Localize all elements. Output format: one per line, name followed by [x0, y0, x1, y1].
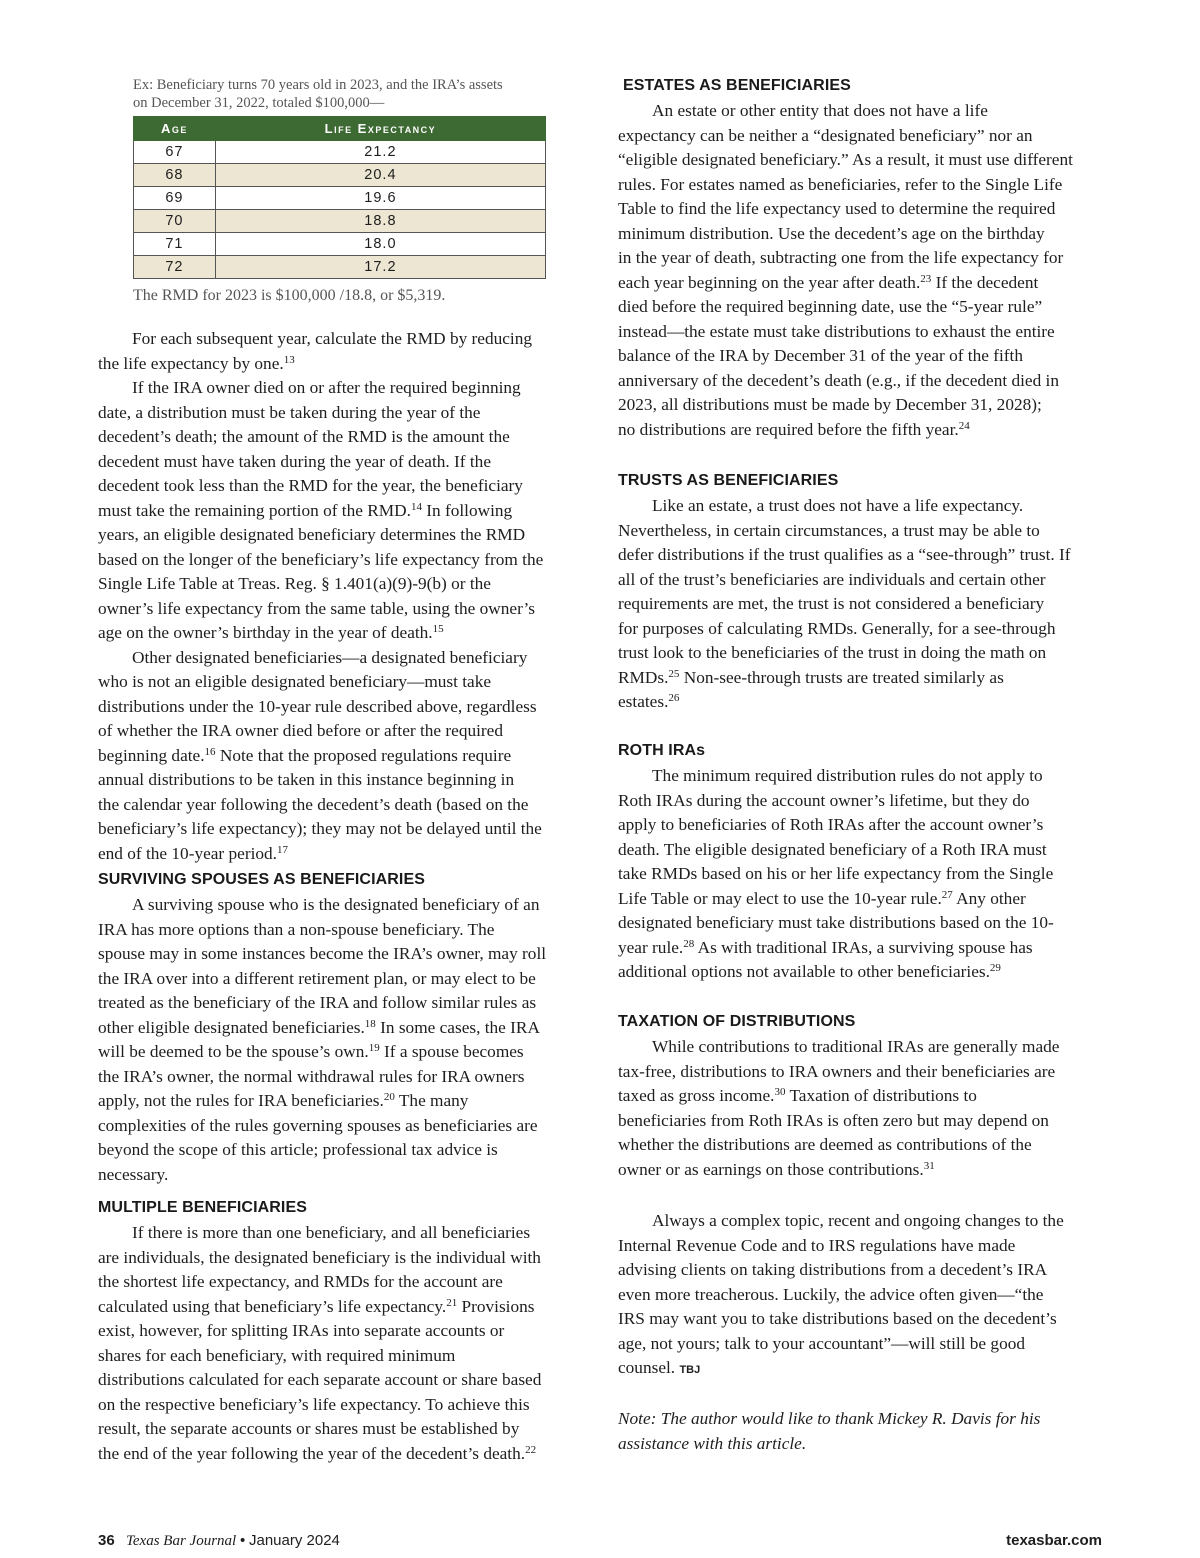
footnote-ref: 26	[668, 692, 680, 704]
text-line: Note that the proposed regulations require	[215, 745, 512, 765]
example-result: The RMD for 2023 is $100,000 /18.8, or $5,319.	[133, 287, 446, 304]
text-line: beneficiary’s life expectancy); they may not be delayed until the	[98, 819, 542, 838]
text-line: beneficiaries from Roth IRAs is often zero but may depend on	[618, 1110, 1049, 1130]
footnote-ref: 30	[774, 1086, 786, 1098]
tbj-end-mark: TBJ	[679, 1364, 701, 1376]
footnote-ref: 29	[989, 962, 1001, 974]
text-line: The many	[394, 1091, 469, 1110]
text-line: RMDs.	[618, 667, 669, 687]
text-line: died before the required beginning date, use the “5-year rule”	[618, 297, 1043, 316]
text-line: other eligible designated beneficiaries.	[98, 1017, 365, 1037]
text-line: Roth IRAs during the account owner’s lifetime, but they do	[618, 790, 1030, 810]
example-caption-line: Ex: Beneficiary turns 70 years old in 2023, and the IRA’s assets	[133, 77, 503, 93]
le-cell: 19.6	[215, 187, 545, 210]
table-row	[134, 210, 546, 233]
text-line: A surviving spouse who is the designated beneficiary of an	[132, 895, 540, 914]
text-line: the IRA’s owner, the normal withdrawal rules for IRA owners	[98, 1066, 525, 1086]
le-cell: 17.2	[215, 256, 545, 279]
footnote-ref: 25	[668, 667, 680, 680]
footnote-ref: 27	[941, 888, 953, 901]
right-paragraph-roth	[618, 764, 1108, 985]
text-line: are individuals, the designated beneficiary is the individual with	[98, 1247, 541, 1267]
header-age: Age	[134, 117, 216, 141]
footnote-ref: 19	[368, 1042, 380, 1054]
text-line: who is not an eligible designated beneficiary—must take	[98, 672, 492, 691]
text-line: for purposes of calculating RMDs. Generally, for a see-through	[618, 618, 1056, 638]
footnote-ref: 24	[958, 419, 970, 432]
text-line: necessary.	[98, 1164, 169, 1184]
text-line: IRS may want you to take distributions based on the decedent’s	[618, 1309, 1057, 1328]
text-line: the IRA over into a different retirement plan, or may elect to be	[98, 968, 536, 988]
text-line: estates.	[618, 692, 669, 711]
text-line: shares for each beneficiary, with required minimum	[98, 1345, 456, 1365]
journal-name: Texas Bar Journal	[125, 1533, 237, 1549]
footnote-ref: 21	[446, 1296, 458, 1309]
left-paragraph-multiple	[98, 1221, 588, 1466]
text-line: even more treacherous. Luckily, the advice often given—“the	[618, 1284, 1044, 1304]
text-line: Nevertheless, in certain circumstances, a trust may be able to	[618, 520, 1040, 540]
text-line: take RMDs based on his or her life expectancy from the Single	[618, 864, 1054, 883]
text-line: year rule.	[618, 937, 684, 957]
text-line: defer distributions if the trust qualifies as a “see-through” trust. If	[618, 545, 1071, 564]
age-cell: 68	[134, 164, 216, 187]
example-caption	[133, 76, 553, 112]
text-line: Other designated beneficiaries—a designated beneficiary	[132, 647, 528, 667]
text-line: additional options not available to other beneficiaries.	[618, 962, 990, 981]
text-line: “eligible designated beneficiary.” As a result, it must use different	[618, 150, 1073, 169]
text-line: While contributions to traditional IRAs are generally made	[652, 1037, 1060, 1056]
text-line: no distributions are required before the fifth year.	[618, 419, 959, 439]
text-line: decedent took less than the RMD for the year, the beneficiary	[98, 476, 523, 495]
le-cell: 20.4	[215, 164, 545, 187]
text-line: rules. For estates named as beneficiaries, refer to the Single Life	[618, 174, 1063, 194]
text-line: apply, not the rules for IRA beneficiaries.	[98, 1091, 384, 1110]
table-row	[134, 187, 546, 210]
text-line: The minimum required distribution rules do not apply to	[652, 766, 1043, 785]
text-line: spouse may in some instances become the IRA’s owner, may roll	[98, 944, 547, 963]
age-cell: 70	[134, 210, 216, 233]
header-life-expectancy: Life Expectancy	[215, 117, 545, 141]
text-line: annual distributions to be taken in this instance beginning in	[98, 770, 515, 789]
text-line: all of the trust’s beneficiaries are individuals and certain other	[618, 569, 1046, 589]
age-cell: 69	[134, 187, 216, 210]
text-line: Always a complex topic, recent and ongoing changes to the	[652, 1211, 1064, 1230]
page-number: 36	[98, 1532, 115, 1549]
text-line: in the year of death, subtracting one from the life expectancy for	[618, 248, 1064, 267]
table-row	[134, 256, 546, 279]
table-row	[134, 164, 546, 187]
text-line: If there is more than one beneficiary, and all beneficiaries	[132, 1223, 531, 1242]
right-paragraph-taxation	[618, 1035, 1108, 1182]
footnote-ref: 31	[923, 1159, 935, 1172]
text-line: counsel.	[618, 1358, 680, 1377]
text-line: An estate or other entity that does not have a life	[652, 101, 988, 120]
text-line: years, an eligible designated beneficiary determines the RMD	[98, 525, 526, 544]
text-line: beginning date.	[98, 745, 205, 765]
text-line: In following	[421, 500, 513, 520]
heading-roth-iras: ROTH IRAs	[618, 742, 706, 759]
text-line: Any other	[952, 888, 1026, 908]
text-line: Taxation of distributions to	[785, 1086, 977, 1105]
text-line: Single Life Table at Treas. Reg. § 1.401(a)(9)-9(b) or the	[98, 574, 491, 593]
text-line: For each subsequent year, calculate the RMD by reducing	[132, 329, 532, 348]
heading-trusts: TRUSTS AS BENEFICIARIES	[618, 472, 839, 489]
issue-date: January 2024	[248, 1532, 340, 1549]
text-line: the life expectancy by one.	[98, 353, 284, 373]
le-cell: 18.8	[215, 210, 545, 233]
text-line: owner’s life expectancy from the same table, using the owner’s	[98, 598, 536, 618]
right-paragraph-trusts	[618, 494, 1108, 715]
text-line: If the decedent	[931, 272, 1039, 292]
footnote-ref: 18	[364, 1017, 376, 1030]
text-line: owner or as earnings on those contributions.	[618, 1159, 924, 1179]
text-line: Note: The author would like to thank Mickey R. Davis for his	[618, 1409, 1041, 1428]
text-line: decedent’s death; the amount of the RMD is the amount the	[98, 427, 510, 446]
text-line: Provisions	[457, 1296, 535, 1316]
heading-multiple-beneficiaries: MULTIPLE BENEFICIARIES	[98, 1199, 308, 1216]
text-line: distributions under the 10-year rule described above, regardless	[98, 696, 537, 716]
footnote-ref: 16	[204, 745, 216, 758]
age-cell: 67	[134, 141, 216, 164]
table-row	[134, 141, 546, 164]
life-expectancy-table	[133, 116, 546, 279]
footnote-ref: 20	[383, 1091, 395, 1103]
text-line: Non-see-through trusts are treated similarly as	[679, 667, 1004, 687]
text-line: taxed as gross income.	[618, 1086, 775, 1105]
age-cell: 72	[134, 256, 216, 279]
footnote-ref: 28	[683, 937, 695, 950]
author-note	[618, 1407, 1108, 1456]
right-paragraph-estates	[618, 99, 1108, 442]
le-cell: 21.2	[215, 141, 545, 164]
table-row	[134, 233, 546, 256]
site-url: texasbar.com	[1006, 1532, 1102, 1549]
text-line: Like an estate, a trust does not have a life expectancy.	[652, 496, 1024, 515]
text-line: 2023, all distributions must be made by December 31, 2028);	[618, 395, 1042, 414]
text-line: trust look to the beneficiaries of the trust in doing the math on	[618, 643, 1047, 662]
text-line: calculated using that beneficiary’s life expectancy.	[98, 1296, 447, 1316]
text-line: whether the distributions are deemed as contributions of the	[618, 1135, 1032, 1154]
page-footer	[98, 1532, 340, 1550]
heading-estates: ESTATES AS BENEFICIARIES	[623, 77, 851, 94]
text-line: must take the remaining portion of the RMD.	[98, 500, 411, 520]
text-line: instead—the estate must take distributions to exhaust the entire	[618, 321, 1055, 341]
footnote-ref: 22	[525, 1443, 537, 1456]
text-line: treated as the beneficiary of the IRA and follow similar rules as	[98, 993, 537, 1012]
example-caption-line: on December 31, 2022, totaled $100,000—	[133, 95, 385, 111]
heading-taxation: TAXATION OF DISTRIBUTIONS	[618, 1013, 856, 1030]
text-line: In some cases, the IRA	[375, 1017, 540, 1037]
text-line: advising clients on taking distributions from a decedent’s IRA	[618, 1260, 1048, 1279]
footnote-ref: 17	[276, 843, 288, 856]
text-line: on the respective beneficiary’s life expectancy. To achieve this	[98, 1394, 530, 1414]
right-paragraph-conclusion	[618, 1209, 1108, 1383]
text-line: As with traditional IRAs, a surviving spouse has	[694, 937, 1033, 957]
footer-bullet: •	[239, 1532, 246, 1549]
text-line: anniversary of the decedent’s death (e.g., if the decedent died in	[618, 370, 1059, 390]
text-line: assistance with this article.	[618, 1433, 807, 1453]
text-line: If the IRA owner died on or after the required beginning	[132, 378, 521, 397]
heading-surviving-spouses: SURVIVING SPOUSES AS BENEFICIARIES	[98, 871, 426, 888]
text-line: will be deemed to be the spouse’s own.	[98, 1042, 369, 1061]
text-line: balance of the IRA by December 31 of the year of the fifth	[618, 346, 1023, 365]
text-line: tax-free, distributions to IRA owners and their beneficiaries are	[618, 1061, 1056, 1081]
text-line: based on the longer of the beneficiary’s life expectancy from the	[98, 549, 544, 569]
text-line: the shortest life expectancy, and RMDs for the account are	[98, 1272, 503, 1291]
text-line: each year beginning on the year after death.	[618, 272, 921, 292]
text-line: If a spouse becomes	[379, 1042, 524, 1061]
text-line: IRA has more options than a non-spouse beneficiary. The	[98, 919, 495, 939]
text-line: end of the 10-year period.	[98, 843, 277, 863]
left-paragraph-1	[98, 327, 588, 866]
le-cell: 18.0	[215, 233, 545, 256]
footnote-ref: 14	[410, 500, 422, 513]
text-line: Internal Revenue Code and to IRS regulations have made	[618, 1235, 1016, 1255]
text-line: age on the owner’s birthday in the year of death.	[98, 623, 433, 642]
text-line: Table to find the life expectancy used to determine the required	[618, 199, 1056, 218]
text-line: complexities of the rules governing spouses as beneficiaries are	[98, 1115, 538, 1135]
age-cell: 71	[134, 233, 216, 256]
footnote-ref: 23	[920, 272, 932, 285]
text-line: the calendar year following the decedent’s death (based on the	[98, 794, 529, 814]
text-line: apply to beneficiaries of Roth IRAs after the account owner’s	[618, 815, 1044, 834]
text-line: the end of the year following the year of the decedent’s death.	[98, 1443, 526, 1463]
text-line: requirements are met, the trust is not considered a beneficiary	[618, 594, 1045, 613]
footnote-ref: 15	[432, 623, 444, 635]
text-line: designated beneficiary must take distributions based on the 10-	[618, 913, 1054, 932]
text-line: expectancy can be neither a “designated beneficiary” nor an	[618, 125, 1033, 145]
text-line: decedent must have taken during the year of death. If the	[98, 451, 491, 471]
text-line: minimum distribution. Use the decedent’s age on the birthday	[618, 223, 1045, 243]
text-line: death. The eligible designated beneficiary of a Roth IRA must	[618, 839, 1047, 859]
text-line: exist, however, for splitting IRAs into separate accounts or	[98, 1321, 505, 1340]
text-line: of whether the IRA owner died before or after the required	[98, 721, 503, 740]
left-paragraph-spouses	[98, 893, 588, 1187]
text-line: date, a distribution must be taken during the year of the	[98, 402, 481, 422]
text-line: beyond the scope of this article; professional tax advice is	[98, 1140, 498, 1159]
text-line: age, not yours; talk to your accountant”—will still be good	[618, 1333, 1025, 1353]
table-header-row	[134, 117, 546, 141]
text-line: Life Table or may elect to use the 10-year rule.	[618, 888, 942, 908]
footnote-ref: 13	[283, 353, 295, 366]
text-line: distributions calculated for each separate account or share based	[98, 1370, 542, 1389]
text-line: result, the separate accounts or shares must be established by	[98, 1419, 520, 1438]
